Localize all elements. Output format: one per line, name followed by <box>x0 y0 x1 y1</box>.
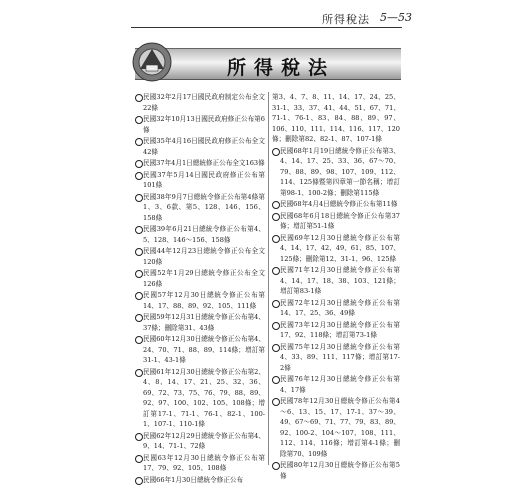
history-entry-text: 民國37年4月1日總統修正公布全文163條 <box>143 159 265 167</box>
bullet-icon <box>135 194 143 202</box>
history-entry-text: 民國68年4月4日總統令修正公布第11條 <box>280 200 398 208</box>
bullet-icon <box>135 248 143 256</box>
bullet-icon <box>135 314 143 322</box>
history-entry <box>272 396 400 459</box>
history-entry-text: 民國59年12月31日總統令修正公布第4、37條；刪除第31、43條 <box>143 313 265 332</box>
history-entry <box>135 475 265 486</box>
history-entry-text: 民國68年1月19日總統令修正公布第3、4、14、17、25、33、36、67～70、79、88、89、98、107、109、112、114、125條暨第四章第一節名稱；增訂第98-1、100-2條；刪除第115條 <box>280 146 400 197</box>
history-entry <box>272 211 400 232</box>
bullet-icon <box>272 213 280 221</box>
history-entry <box>272 233 400 265</box>
history-entry-text: 民國52年1月29日總統令修正公布全文126條 <box>143 269 265 288</box>
section-banner <box>135 48 401 80</box>
page-number: 5—53 <box>380 11 412 24</box>
bullet-icon <box>272 300 280 308</box>
history-entry-text: 民國80年12月30日總統令修正公布第5條 <box>280 461 400 480</box>
bullet-icon <box>135 336 143 344</box>
bullet-icon <box>135 270 143 278</box>
history-entry <box>135 136 265 157</box>
history-entry <box>272 199 400 210</box>
history-entry-text: 民國32年2月17日國民政府制定公布全文22條 <box>143 93 265 112</box>
history-entry-text: 民國69年12月30日總統令修正公布第4、14、17、42、49、61、85、107、125條；刪除第12、31-1、96、125條 <box>280 233 400 263</box>
history-entry-text: 第3、4、7、8、11、14、17、24、25、31-1、33、37、41、44、51、67、71、71-1、76-1、83、84、88、89、97、106、110、111、114、116、117、120條；刪除第82、82-1、87、107-1條 <box>272 93 400 143</box>
history-entry <box>135 158 265 169</box>
history-column-right <box>272 92 400 482</box>
history-entry <box>135 192 265 224</box>
bullet-icon <box>135 172 143 180</box>
history-entry <box>272 374 400 395</box>
history-entry <box>272 146 400 199</box>
history-entry <box>135 453 265 474</box>
bullet-icon <box>135 369 143 377</box>
emblem-icon <box>130 41 176 83</box>
bullet-icon <box>135 94 143 102</box>
bullet-icon <box>135 477 143 485</box>
bullet-icon <box>135 433 143 441</box>
history-entry-text: 民國76年12月30日總統令修正公布第4、17條 <box>280 375 400 394</box>
history-entry-text: 民國78年12月30日總統令修正公布第4～6、13、15、17、17-1、37～39、49、67～69、71、77、79、83、89、92、100-2、104～107、108、111、112、114、116條；增訂第4-1條；刪除第70、109條 <box>280 397 400 458</box>
bullet-icon <box>135 160 143 168</box>
history-entry <box>135 312 265 333</box>
history-entry <box>272 92 400 145</box>
history-entry-text: 民國44年12月23日總統令修正公布全文120條 <box>143 247 265 266</box>
bullet-icon <box>135 116 143 124</box>
section-title: 所得稅法 <box>227 57 336 79</box>
bullet-icon <box>272 235 280 243</box>
history-entry <box>135 290 265 311</box>
bullet-icon <box>272 267 280 275</box>
bullet-icon <box>135 138 143 146</box>
history-entry <box>272 460 400 481</box>
history-entry <box>135 224 265 245</box>
history-entry-text: 民國71年12月30日總統令修正公布第4、14、17、18、38、103、121條；增訂第83-1條 <box>280 266 400 295</box>
bullet-icon <box>272 376 280 384</box>
history-entry <box>272 342 400 374</box>
history-entry-text: 民國75年12月30日總統令修正公布第4、33、89、111、117條；增訂第17-2條 <box>280 342 400 372</box>
bullet-icon <box>135 226 143 234</box>
running-header-title: 所得稅法 <box>322 13 370 26</box>
bullet-icon <box>272 201 280 209</box>
history-entry-text: 民國37年5月14日國民政府修正公布第101條 <box>143 170 265 189</box>
history-entry-text: 民國61年12月30日總統令修正公布第2、4、8、14、17、21、25、32、36、69、72、73、75、76、79、88、89、92、97、100、102、105、108條；增訂第17-1、71-1、76-1、82-1、100-1、107-1、110-1條 <box>143 367 265 428</box>
history-entry-text: 民國60年12月30日總統令修正公布第4、24、70、71、88、89、114條；增訂第31-1、43-1條 <box>143 335 265 364</box>
history-entry <box>135 114 265 135</box>
history-entry <box>135 92 265 113</box>
bullet-icon <box>272 322 280 330</box>
bullet-icon <box>272 398 280 406</box>
history-entry <box>272 265 400 297</box>
history-entry-text: 民國38年9月7日總統令修正公布第4條第1、3、6款、第5、128、146、156、158條 <box>143 192 265 222</box>
history-entry-text: 民國66年1月30日總統令修正公布 <box>143 475 244 484</box>
bullet-icon <box>272 462 280 470</box>
column-divider <box>268 92 269 465</box>
history-entry-text: 民國35年4月16日國民政府修正公布全文42條 <box>143 137 265 156</box>
history-entry <box>135 334 265 366</box>
bullet-icon <box>272 344 280 352</box>
history-entry-text: 民國57年12月30日總統令修正公布第14、17、88、89、92、105、111條 <box>143 291 265 310</box>
bullet-icon <box>272 148 280 156</box>
history-entry <box>135 367 265 430</box>
header-rule <box>131 27 402 28</box>
history-entry-text: 民國68年6月18日總統令修正公布第37條；增訂第51-1條 <box>280 211 400 230</box>
bullet-icon <box>135 292 143 300</box>
history-entry-text: 民國73年12月30日總統令修正公布第17、92、118條；增訂第73-1條 <box>280 320 400 339</box>
history-entry-text: 民國39年6月21日總統令修正公布第4、5、128、146～156、158條 <box>143 225 265 244</box>
bullet-icon <box>135 455 143 463</box>
history-entry <box>135 246 265 267</box>
history-entry-text: 民國72年12月30日總統令修正公布第14、17、25、36、49條 <box>280 298 400 317</box>
history-entry <box>272 320 400 341</box>
history-entry <box>272 298 400 319</box>
history-entry <box>135 431 265 452</box>
history-entry-text: 民國62年12月29日總統令修正公布第4、9、14、71-1、72條 <box>143 431 265 450</box>
history-column-left <box>135 92 265 486</box>
history-entry-text: 民國32年10月13日國民政府修正公布第6條 <box>143 115 265 134</box>
history-entry <box>135 268 265 289</box>
history-entry-text: 民國63年12月30日總統令修正公布第17、79、92、105、108條 <box>143 453 265 472</box>
history-entry <box>135 170 265 191</box>
